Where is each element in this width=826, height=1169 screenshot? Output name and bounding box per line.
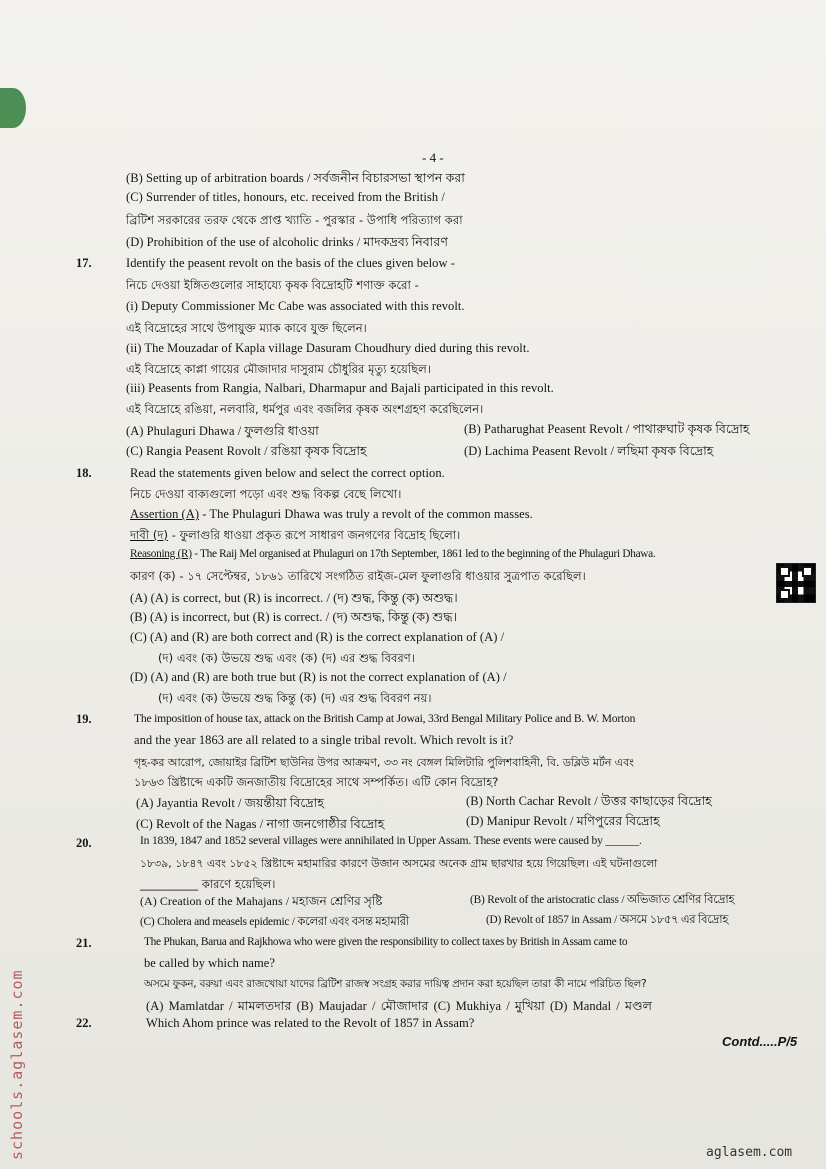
option-b: (B) Patharughat Peasent Revolt / পাথারুঘাট কৃষক বিদ্রোহ — [464, 422, 750, 436]
question-text: and the year 1863 are all related to a single tribal revolt. Which revolt is it? — [134, 733, 514, 747]
assertion-text: - The Phulaguri Dhawa was truly a revolt of the common masses. — [199, 507, 533, 521]
question-text-bn: ১৮৬৩ খ্রিষ্টাব্দে একটি জনজাতীয় বিদ্রোহের সাথে সম্পর্কিত। এটি কোন বিদ্রোহ? — [134, 775, 499, 789]
question-text-bn: __________ কারণে হয়েছিল। — [140, 877, 276, 891]
clue-2-bn: এই বিদ্রোহে কাপ্লা গায়ের মৌজাদার দাসুরাম চৌধুরির মৃত্যু হয়েছিল। — [126, 362, 431, 376]
question-text: be called by which name? — [144, 956, 276, 970]
assertion-bn-text: - ফুলাগুরি ধাওয়া প্রকৃত রূপে সাধারণ জনগণের বিদ্রোহ ছিলো। — [168, 528, 461, 542]
question-text: Read the statements given below and select the correct option. — [130, 466, 445, 480]
option-c: (C) Cholera and measels epidemic / কলেরা এবং বসন্ত মহামারী — [140, 916, 409, 928]
leaf-decoration — [0, 88, 26, 128]
qr-code-icon — [776, 563, 816, 603]
question-number: 22. — [76, 1016, 92, 1030]
question-text-bn: অসমে ফুকন, বরুয়া এবং রাজখোয়া যাদের ব্রিটিশ রাজস্ব সংগ্রহ করার দায়িত্ব প্রদান করা হয়েছিল তারা কী নামে পরিচিত ছিল? — [144, 978, 647, 990]
assertion-label: Assertion (A) — [130, 507, 200, 521]
question-text-bn: নিচে দেওয়া বাক্যগুলো পড়ো এবং শুদ্ধ বিকল্প বেছে লিখো। — [130, 487, 402, 501]
side-watermark: schools.aglasem.com — [8, 969, 26, 1160]
q16-option-c: (C) Surrender of titles, honours, etc. received from the British / — [126, 190, 445, 204]
option-c-bn: (দ) এবং (ক) উভয়ে শুদ্ধ এবং (ক) (দ) এর শুদ্ধ বিবরণ। — [158, 651, 415, 665]
question-number: 21. — [76, 936, 92, 950]
clue-3-bn: এই বিদ্রোহে রঙিয়া, নলবারি, ধর্মপুর এবং বজলির কৃষক অংশগ্রহণ করেছিলেন। — [126, 402, 484, 416]
options-row: (A) Mamlatdar / মামলতদার (B) Maujadar / মৌজাদার (C) Mukhiya / মুখিয়া (D) Mandal / মণ্ডল — [146, 999, 652, 1013]
clue-2: (ii) The Mouzadar of Kapla village Dasuram Choudhury died during this revolt. — [126, 341, 530, 355]
option-a: (A) (A) is correct, but (R) is incorrect. / (দ) শুদ্ধ, কিন্তু (ক) অশুদ্ধ। — [130, 591, 458, 605]
option-d: (D) Lachima Peasent Revolt / লছিমা কৃষক বিদ্রোহ — [464, 444, 714, 458]
clue-1: (i) Deputy Commissioner Mc Cabe was associated with this revolt. — [126, 299, 465, 313]
option-c: (C) (A) and (R) are both correct and (R) is the correct explanation of (A) / — [130, 630, 505, 644]
option-d: (D) Revolt of 1857 in Assam / অসমে ১৮৫৭ এর বিদ্রোহ — [486, 914, 729, 926]
option-b: (B) Revolt of the aristocratic class / অভিজাত শ্রেণির বিদ্রোহ — [470, 894, 735, 906]
bottom-watermark: aglasem.com — [706, 1145, 793, 1160]
reasoning-bn: কারণ (ক) - ১৭ সেপ্টেম্বর, ১৮৬১ তারিখে সংগঠিত রাইজ-মেল ফুলাগুরি ধাওয়ার সুত্রপাত করেছিল। — [130, 569, 586, 583]
option-b: (B) (A) is incorrect, but (R) is correct. / (দ) অশুদ্ধ, কিন্তু (ক) শুদ্ধ। — [130, 610, 458, 624]
q16-option-b: (B) Setting up of arbitration boards / সর্বজনীন বিচারসভা স্থাপন করা — [126, 171, 465, 185]
page-number: - 4 - — [422, 150, 444, 165]
option-c: (C) Rangia Peasent Rovolt / রঙিয়া কৃষক বিদ্রোহ — [126, 444, 367, 458]
continued-label: Contd.....P/5 — [722, 1034, 798, 1049]
option-a: (A) Creation of the Mahajans / মহাজন শ্রেণির সৃষ্টি — [140, 894, 383, 908]
option-d-bn: (দ) এবং (ক) উভয়ে শুদ্ধ কিন্তু (ক) (দ) এর শুদ্ধ বিবরণ নয়। — [158, 691, 432, 705]
reasoning-label: Reasoning (R) — [130, 548, 192, 560]
option-a: (A) Jayantia Revolt / জয়ন্তীয়া বিদ্রোহ — [136, 796, 325, 810]
question-number: 17. — [76, 256, 92, 270]
question-number: 19. — [76, 712, 92, 726]
question-text: The Phukan, Barua and Rajkhowa who were given the responsibility to collect taxes by British in Assam came to — [144, 936, 628, 948]
option-c: (C) Revolt of the Nagas / নাগা জনগোষ্ঠীর বিদ্রোহ — [136, 817, 385, 831]
assertion-bn-label: দাবী (দ) — [130, 528, 169, 542]
clue-3: (iii) Peasents from Rangia, Nalbari, Dharmapur and Bajali participated in this revolt. — [126, 381, 554, 395]
question-text-bn: ১৮৩৯, ১৮৪৭ এবং ১৮৫২ খ্রিষ্টাব্দে মহামারির কারণে উজান অসমের অনেক গ্রাম ছারখার হয়ে গিয়েছিল। এই ঘটনাগুলো — [140, 857, 658, 870]
option-d: (D) (A) and (R) are both true but (R) is not the correct explanation of (A) / — [130, 670, 507, 684]
option-a: (A) Phulaguri Dhawa / ফুলগুরি ধাওয়া — [126, 424, 319, 438]
assertion — [130, 507, 533, 522]
question-text: The imposition of house tax, attack on the British Camp at Jowai, 33rd Bengal Military Police and B. W. Morton — [134, 712, 636, 725]
question-text-bn: গৃহ-কর আরোপ, জোয়াইর ব্রিটিশ ছাউনির উপর আক্রমণ, ৩৩ নং বেঙ্গল মিলিটারি পুলিশবাহিনী, বি. ডব্লিউ মর্টন এবং — [134, 756, 634, 769]
question-text: In 1839, 1847 and 1852 several villages were annihilated in Upper Assam. These events were caused by ______. — [140, 834, 642, 847]
reasoning-text: - The Raij Mel organised at Phulaguri on 17th September, 1861 led to the beginning of the Phulaguri Dhawa. — [191, 548, 656, 560]
option-b: (B) North Cachar Revolt / উত্তর কাছাড়ের বিদ্রোহ — [466, 794, 712, 808]
clue-1-bn: এই বিদ্রোহের সাথে উপায়ুক্ত ম্যাক কাবে যুক্ত ছিলেন। — [126, 321, 367, 335]
question-number: 20. — [76, 836, 92, 850]
question-text-bn: নিচে দেওয়া ইঙ্গিতগুলোর সাহায্যে কৃষক বিদ্রোহটি শণাক্ত করো - — [126, 278, 419, 292]
question-number: 18. — [76, 466, 92, 480]
question-text: Which Ahom prince was related to the Revolt of 1857 in Assam? — [146, 1016, 475, 1030]
q16-option-c-bn: ব্রিটিশ সরকারের তরফ থেকে প্রাপ্ত খ্যাতি - পুরস্কার - উপাধি পরিত্যাগ করা — [126, 213, 463, 227]
reasoning — [130, 548, 655, 560]
assertion-bn — [130, 527, 460, 546]
question-text: Identify the peasent revolt on the basis of the clues given below - — [126, 256, 455, 270]
q16-option-d: (D) Prohibition of the use of alcoholic drinks / মাদকদ্রব্য নিবারণ — [126, 235, 448, 249]
option-d: (D) Manipur Revolt / মণিপুরের বিদ্রোহ — [466, 814, 660, 828]
